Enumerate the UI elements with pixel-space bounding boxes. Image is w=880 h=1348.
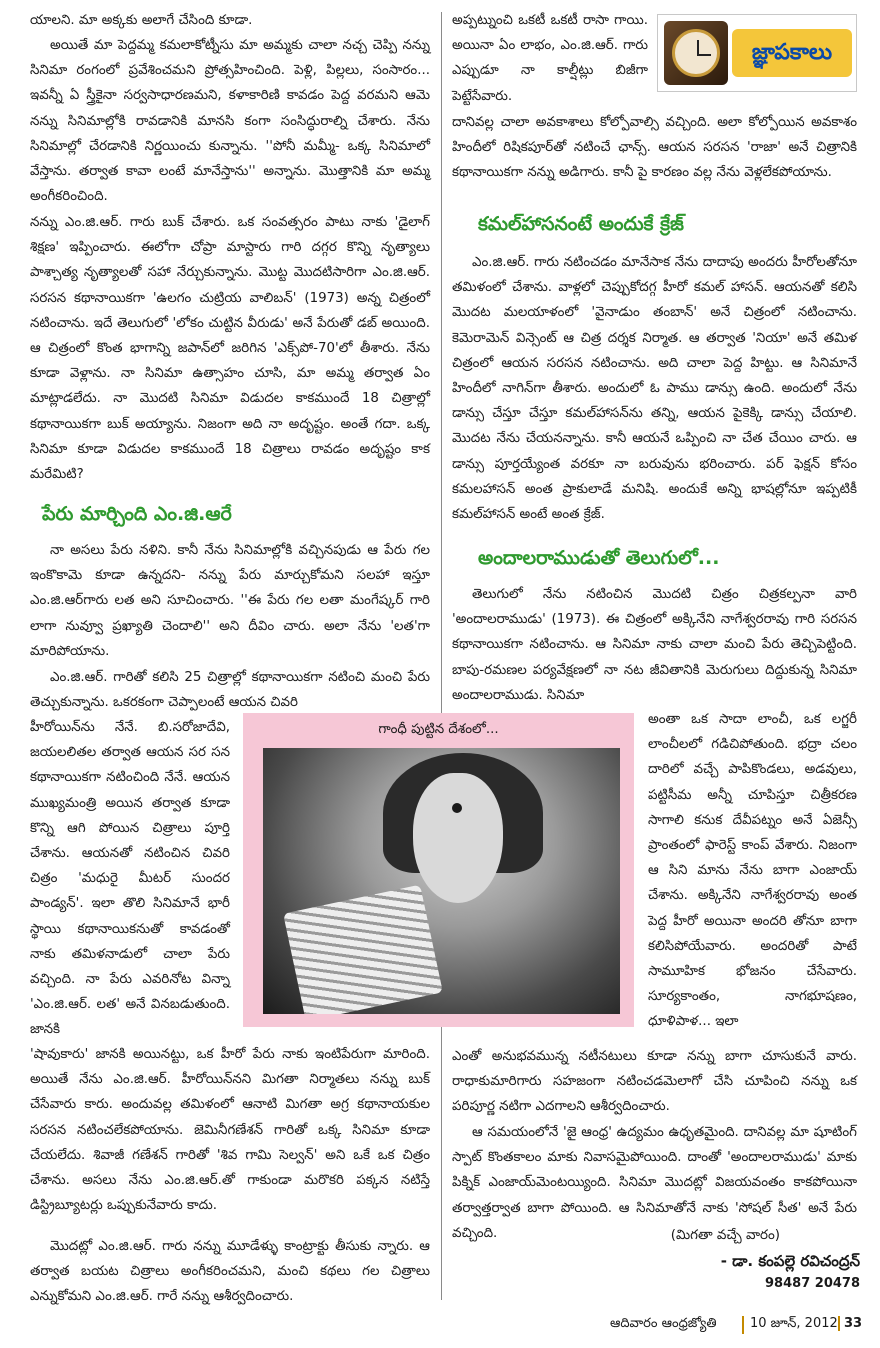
left-paragraph-6-wrap: హీరోయిన్‌ను నేనే. బి.సరోజాదేవి, జయలలితల తర్వాత ఆయన సర సన కథానాయికగా నటించింది నేనే. ఆయన ముఖ్యమంత్రి అయిన తర్వాత కూడా కొన్ని ఆగి పోయిన చిత్రాలు పూర్తి చేశాను. ఆయనతో నటించిన చివరి చిత్రం 'మధురై మీటర్ సుందర పాండ్యన్'. ఇలా తొలి సినిమానే భారీ స్థాయి కథానాయికనుతో కావడంతో నాకు తమిళనాడులో చాలా పేరు వచ్చింది. నా పేరు ఎవరినోట విన్నా 'ఎం.జి.ఆర్. లత' అనే వినబడుతుంది. జానకి xyxy=(30,720,230,1038)
left-paragraph-3: నన్ను ఎం.జి.ఆర్. గారు బుక్ చేశారు. ఒక సంవత్సరం పాటు నాకు 'డైలాగ్ శిక్షణ' ఇప్పించారు. ఈలోగా చోప్రా మాస్టారు గారి దగ్గర కొన్ని నృత్యాలు పాశ్చాత్య నృత్యాలతో సహా నేర్చుకున్నాను. మొట్ట మొదటిసారిగా ఎం.జి.ఆర్. సరసన కథానాయికగా 'ఉలగం చుట్రియ వాలిబన్' (1973) అన్న చిత్రంలో నటించాను. ఇదే తెలుగులో 'లోకం చుట్టిన వీరుడు' అనే పేరుతో డబ్ అయింది. ఆ చిత్రంలో కొంత భాగాన్ని జపాన్‌లో జరిగిన 'ఎక్స్‌పో-70'లో తీశారు. నేను కూడా వెళ్లాను. నా సినిమా ఉత్సాహం చూసి, మా అమ్మ తర్వాత ఏం మాట్లాడలేదు. నా మొదటి సినిమా విడుదల కాకముందే 18 చిత్రాల్లో కథానాయికగా బుక్ అయ్యాను. నిజంగా అది నా అదృష్టం. అంతే గదా. ఒక్క సినిమా కూడా విడుదల కాకముందే 18 చిత్రాలు రావడం అదృష్టం కాక మరేమిటి? xyxy=(30,215,430,483)
clock-icon xyxy=(664,21,728,85)
right-paragraph-6: ఆ సమయంలోనే 'జై ఆంధ్ర' ఉద్యమం ఉధృతమైంది. దానివల్ల మా షూటింగ్ స్పాట్ కొంతకాలం మాకు నివాసమైపోయింది. దాంతో 'అందాలరాముడు' మాకు పిక్నిక్ ఎంజాయ్‌మెంటయ్యింది. సినిమా మొదట్లో విజయవంతం కాకపోయినా తర్వాత్తర్వాత బాగా పోయింది. ఆ సినిమాతోనే నాకు 'సోషల్ సీత' అనే పేరు వచ్చింది. xyxy=(452,1125,857,1241)
right-paragraph-2: ఎం.జి.ఆర్. గారు నటించడం మానేసాక నేను దాదాపు అందరు హీరోలతోనూ తమిళంలో చేశాను. వాళ్లలో చెప్పుకోదగ్గ హీరో కమల్ హాసన్. ఆయనతో కలిసి మొదట మలయాళంలో 'వైనాడుం తంబాన్' అనే చిత్రంలో నటించాను. కెమెరామెన్ విన్సెంట్ ఆ చిత్ర దర్శక నిర్మాత. ఆ తర్వాత 'నియా' అనే తమిళ చిత్రంలో ఆయన సరసన నటించాను. అది చాలా పెద్ద హిట్టు. ఆ సినిమానే హిందీలో నాగిన్‌గా తీశారు. అందులో ఓ పాము డాన్సు ఉంది. అందులో నేను డాన్సు చేస్తూ చేస్తూ కమల్‌హాసన్‌ను తన్ని, ఆయన పైకెక్కి డాన్సు చేయాలి. మొదట నేను చేయనన్నాను. కానీ ఆయనే ఒప్పించి నా చేత చేయిం చారు. ఆ డాన్సు పూర్తయ్యేంత వరకూ నా బరువును భరించారు. పర్ ఫెక్షన్ కోసం కమలహాసన్ అంత ప్రాకులాడే మనిషి. అందుకే అన్ని భాషల్లోనూ ఇప్పటికీ కమల్‌హాసన్ అంటే అంత క్రేజ్. xyxy=(452,255,857,523)
right-paragraph-5: ఎంతో అనుభవమున్న నటీనటులు కూడా నన్ను బాగా చూసుకునే వారు. రాధాకుమారిగారు సహజంగా నటించడమెలాగో చేసి చూపించి నన్ను ఒక పరిపూర్ణ నటిగా ఎదగాలని ఆశీర్వదించారు. xyxy=(452,1049,857,1115)
right-paragraph-1b: దానివల్ల చాలా అవకాశాలు కోల్పోవాల్సి వచ్చింది. అలా కోల్పోయిన అవకాశం హిందీలో రిషికపూర్‌తో నటించే ఛాన్స్. ఆయన సరసన 'రాజా' అనే చిత్రానికి కథానాయికగా నన్ను అడిగారు. కానీ పై కారణం వల్ల నేను వెళ్లలేకపోయాను. xyxy=(452,115,857,181)
section-heading-name-change: పేరు మార్చింది ఎం.జి.ఆరే xyxy=(42,503,232,525)
right-paragraph-1a: అప్పట్నుంచి ఒకటీ ఒకటీ రాసా గాయి. అయినా ఏం లాభం, ఎం.జి.ఆర్. గారు ఎప్పుడూ నా కాల్షీట్లు బిజీగా పెట్టేసేవారు. xyxy=(452,13,648,104)
left-paragraph-2: అయితే మా పెద్దమ్మ కమలాకోట్నీసు మా అమ్మకు చాలా నచ్చ చెప్పి నన్ను సినిమా రంగంలో ప్రవేశించమని ప్రోత్సహించింది. పెళ్లి, పిల్లలు, సంసారం... ఇవన్నీ ఏ స్త్రీకైనా సర్వసాధారణమని, కళాకారిణి కావడం పెద్ద వరమని ఆమె నన్ను సినిమాల్లోకి రావడానికి మానసి కంగా సంసిద్ధురాల్ని చేశారు. నేను సినిమాల్లో చేరడానికి నిర్ణయించు కున్నాను. ''పోనీ మమ్మీ- ఒక్క సినిమాలో వేస్తాను. తర్వాత కావా లంటే మానేస్తాను'' అన్నాను. మొత్తానికి మా అమ్మ అంగీకరించింది. xyxy=(30,38,430,205)
bindi-dot xyxy=(452,803,462,813)
author-phone: 98487 20478 xyxy=(765,1276,860,1291)
section-heading-kamal-craze: కమల్‌హాసనంటే అందుకే క్రేజ్ xyxy=(478,213,684,235)
face-shape xyxy=(413,773,503,903)
left-paragraph-5: ఎం.జి.ఆర్. గారితో కలిసి 25 చిత్రాల్లో కథానాయికగా నటించి మంచి పేరు తెచ్చుకున్నాను. ఒకరకంగా చెప్పాలంటే ఆయన చివరి xyxy=(30,670,430,711)
column-logo-text: జ్ఞాపకాలు xyxy=(732,29,852,77)
continued-note: (మిగతా వచ్చే వారం) xyxy=(670,1228,780,1243)
photo-caption: గాంధీ పుట్టిన దేశంలో... xyxy=(378,722,499,737)
footer-date: 10 జూన్, 2012 xyxy=(742,1316,838,1334)
currency-notes-shape xyxy=(283,885,443,1014)
column-logo xyxy=(657,14,857,92)
photo-frame xyxy=(243,713,634,1027)
column-divider xyxy=(441,12,442,1300)
left-paragraph-7: 'షావుకారు' జానకి అయినట్టు, ఒక హీరో పేరు నాకు ఇంటిపేరుగా మారింది. అయితే నేను ఎం.జి.ఆర్. హీరోయిన్‌నని మిగతా నిర్మాతలు నన్ను బుక్ చేసేవారు కారు. అందువల్ల తమిళంలో ఆనాటి మిగతా అగ్ర కథానాయకుల సరసన నటించలేకపోయాను. జెమినీగణేశన్ గారితో ఒక్క సినిమా కూడా చేయలేదు. శివాజీ గణేశన్ గారితో 'శివ గామి సెల్వన్' అని ఒకే ఒక చిత్రం చేశాను. అసలు నేను ఎం.జి.ఆర్.తో గాకుండా మరొకరి పక్కన నటిస్తే డిస్ట్రిబ్యూటర్లు ఒప్పుకునేవారు కాదు. xyxy=(30,1047,430,1214)
footer-publication: ఆదివారం ఆంధ్రజ్యోతి xyxy=(610,1316,717,1331)
section-heading-andalaramudu: అందాలరాముడుతో తెలుగులో... xyxy=(478,547,720,569)
right-paragraph-3: తెలుగులో నేను నటించిన మొదటి చిత్రం చిత్రకల్పనా వారి 'అందాలరాముడు' (1973). ఈ చిత్రంలో అక్కినేని నాగేశ్వరరావు గారి సరసన కథానాయికగా నటించాను. ఆ సినిమా నాకు చాలా మంచి పేరు తెచ్చిపెట్టింది. బాపు-రమణల పర్యవేక్షణలో నా నట జీవితానికి మెరుగులు దిద్దుకున్న సినిమా అందాలరాముడు. సినిమా xyxy=(452,587,857,703)
right-paragraph-4-wrap: అంతా ఒక సాదా లాంచీ, ఒక లగ్జరీ లాంచీలలో గడిచిపోతుంది. భద్రా చలం దారిలో వచ్చే పాపికొండలు, అడవులు, పట్టిసీమ అన్నీ చూపిస్తూ చిత్రీకరణ సాగాలి కనుక దేవీపట్నం అనే ఏజెన్సీ ప్రాంతంలో ఫారెస్ట్ కాంప్ వేశారు. నిజంగా ఆ సిని మాను నేను బాగా ఎంజాయ్ చేశాను. అక్కినేని నాగేశ్వరరావు అంత పెద్ద హీరో అయినా అందరి తోనూ బాగా కలిసిపోయేవారు. అందరితో పాటే సామూహిక భోజనం చేసేవారు. సూర్యకాంతం, నాగభూషణం, ధూళిపాళ... ఇలా xyxy=(648,712,857,1030)
author-byline: - డా. కంపల్లె రవిచంద్రన్ xyxy=(720,1252,860,1270)
footer-page-number: 33 xyxy=(838,1316,862,1331)
left-paragraph-8: మొదట్లో ఎం.జి.ఆర్. గారు నన్ను మూడేళ్ళు కాంట్రాక్టు తీసుకు న్నారు. ఆ తర్వాత బయట చిత్రాలు అంగీకరించమని, మంచి కథలు గల చిత్రాలు ఎన్నుకోమని ఎం.జి.ఆర్. గారే నన్ను ఆశీర్వదించారు. xyxy=(30,1239,430,1305)
left-paragraph-1: యాలని. మా అక్కకు అలాగే చేసింది కూడా. xyxy=(30,13,253,28)
left-paragraph-4: నా అసలు పేరు నళిని. కానీ నేను సినిమాల్లోకి వచ్చినపుడు ఆ పేరు గల ఇంకొకామె కూడా ఉన్నదని- నన్ను పేరు మార్చుకోమని సలహా ఇస్తూ ఎం.జి.ఆర్‌గారు లత అని సూచించారు. ''ఈ పేరు గల లతా మంగేష్కర్ గారి లాగా నువ్వూ ప్రఖ్యాతి చెందాలి'' అని దీవిం చారు. అలా నేను 'లత'గా మారిపోయాను. xyxy=(30,543,430,659)
film-still-photo xyxy=(263,748,620,1014)
